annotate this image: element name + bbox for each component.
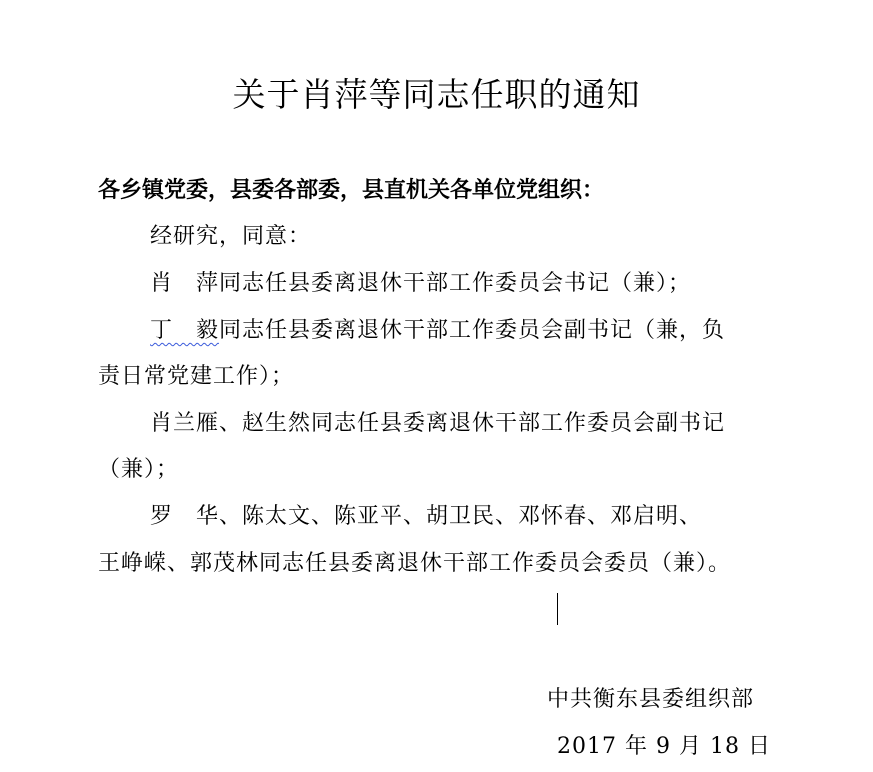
appointment-4-continuation: 王峥嵘、郭茂林同志任县委离退休干部工作委员会委员（兼）。 [98, 551, 732, 576]
appointment-3: 肖兰雁、赵生然同志任县委离退休干部工作委员会副书记 [150, 411, 726, 436]
appointment-2-continuation: 责日常党建工作）； [98, 364, 295, 389]
signature-organization: 中共衡东县委组织部 [547, 687, 755, 712]
appointment-2-text: 同志任县委离退休干部工作委员会副书记（兼，负 [219, 318, 726, 343]
opening-line: 经研究，同意： [150, 224, 312, 249]
document-title: 关于肖萍等同志任职的通知 [232, 75, 641, 114]
appointment-1: 肖 萍同志任县委离退休干部工作委员会书记（兼）； [150, 271, 692, 296]
appointment-3-continuation: （兼）； [98, 457, 180, 482]
appointment-4: 罗 华、陈太文、陈亚平、胡卫民、邓怀春、邓启明、 [150, 504, 703, 529]
text-cursor [557, 593, 558, 625]
signature-date: 2017 年 9 月 18 日 [557, 734, 771, 759]
salutation: 各乡镇党委，县委各部委，县直机关各单位党组织： [98, 177, 605, 203]
appointment-2-name: 丁 毅 [150, 318, 220, 343]
appointment-2 [150, 313, 725, 349]
